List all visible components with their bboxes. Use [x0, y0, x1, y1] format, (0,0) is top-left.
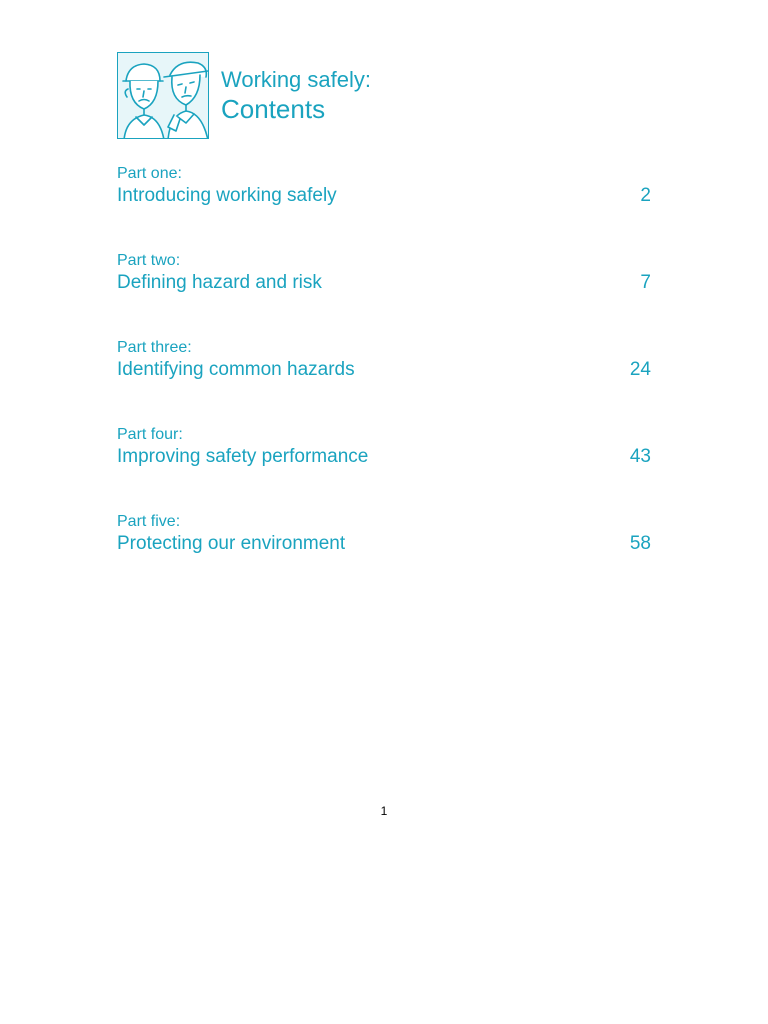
toc-entry-part-three[interactable] [117, 338, 651, 425]
toc-entry-part-one[interactable] [117, 164, 651, 251]
toc-entry-part-five[interactable] [117, 512, 651, 599]
page-number: 43 [629, 446, 651, 467]
chapter-title: Improving safety performance [117, 446, 369, 467]
toc-row [117, 445, 651, 469]
chapter-title: Protecting our environment [117, 533, 346, 554]
chapter-title: Defining hazard and risk [117, 272, 322, 293]
table-of-contents [117, 164, 651, 599]
footer-page-number: 1 [380, 804, 388, 818]
part-label: Part three: [117, 339, 192, 356]
toc-entry-part-four[interactable] [117, 425, 651, 512]
chapter-title: Identifying common hazards [117, 359, 355, 380]
toc-row [117, 271, 651, 295]
page-number: 2 [640, 185, 651, 206]
page-number: 7 [640, 272, 651, 293]
part-label: Part four: [117, 426, 183, 443]
page-number: 24 [629, 359, 651, 380]
chapter-title: Introducing working safely [117, 185, 337, 206]
two-workers-illustration-icon [117, 52, 209, 139]
toc-row [117, 358, 651, 382]
toc-entry-part-two[interactable] [117, 251, 651, 338]
toc-row [117, 184, 651, 208]
header-subtitle: Working safely: [221, 67, 371, 92]
part-label: Part one: [117, 165, 182, 182]
part-label: Part five: [117, 513, 181, 530]
toc-row [117, 532, 651, 556]
page-header [221, 66, 371, 124]
page-number: 58 [629, 533, 651, 554]
part-label: Part two: [117, 252, 181, 269]
page-title: Contents [221, 94, 326, 124]
